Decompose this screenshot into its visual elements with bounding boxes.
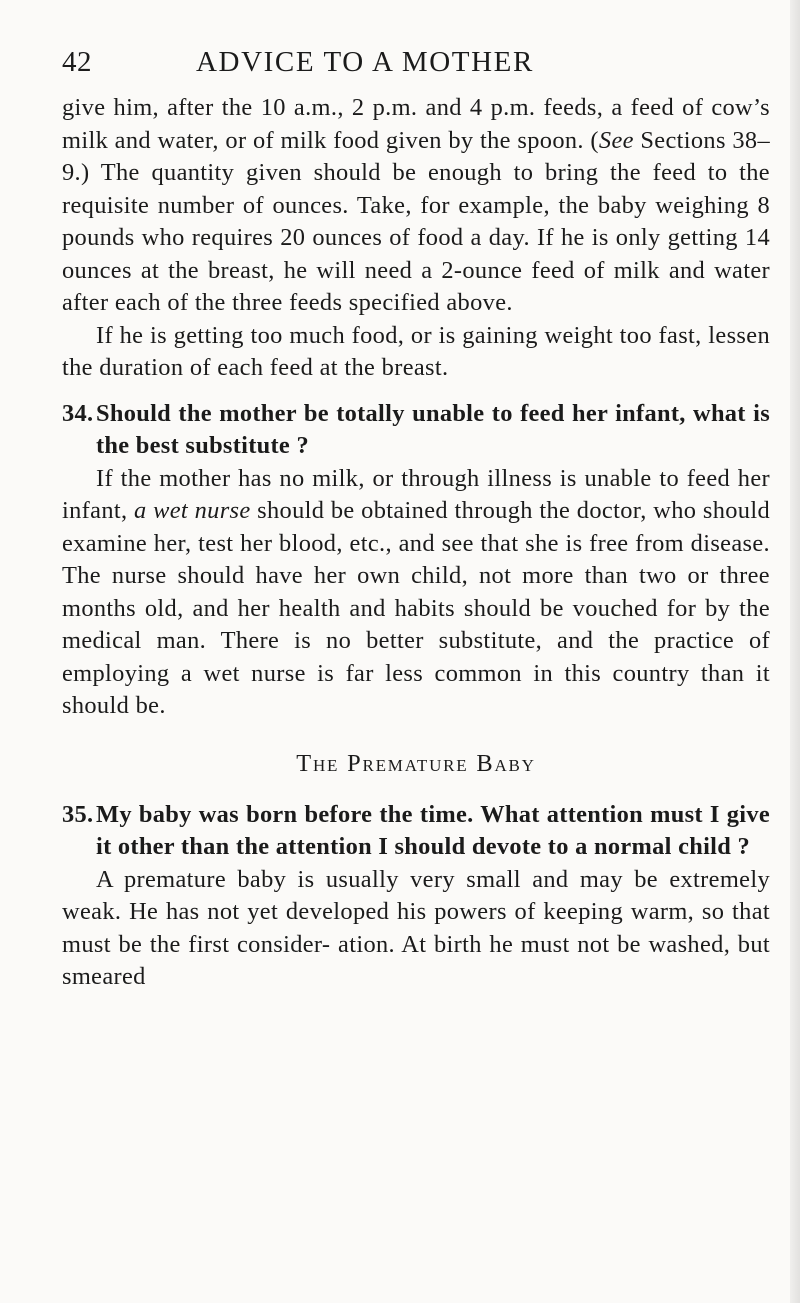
- section-35-number: 35.: [62, 800, 94, 828]
- italic-see: See: [598, 126, 634, 154]
- section-34-question-text: Should the mother be totally unable to feed her infant, what is the best substitute ?: [96, 399, 770, 459]
- page-number: 42: [62, 46, 92, 78]
- section-34-answer-end: should be obtained through the doctor, who should examine her, test her blood, etc., and see that she is free from disease. The nurse should have her own child, not more than two or three months old, and her health and habits should be vouched for by the medical man. There is no better substitute, and the practice of employing a wet nurse is far less common in this country than it should be.: [62, 497, 771, 719]
- section-34-number: 34.: [62, 399, 94, 427]
- paragraph-feeding-supplement: [62, 92, 770, 320]
- section-34-question: [62, 398, 770, 463]
- section-34-answer: [62, 463, 770, 723]
- paragraph-text-start: give him, after the 10 a.m., 2 p.m. and 4 p.m. feeds, a feed of cow’s milk and water, or of milk food given by the spoon. (: [62, 94, 770, 154]
- running-title: ADVICE TO A MOTHER: [196, 46, 534, 78]
- italic-wet-nurse: a wet nurse: [134, 497, 251, 524]
- page-body: [62, 92, 770, 994]
- paragraph-text-end: Sections 38–9.) The quantity given should be enough to bring the feed to the requisite number of ounces. Take, for example, the baby weighing 8 pounds who requires 20 ounces of food a day. If he is only getting 14 ounces at the breast, he will need a 2-ounce feed of milk and water after each of the three feeds specified above.: [62, 126, 770, 316]
- page-edge-shadow: [790, 0, 800, 1303]
- section-35-question: [62, 799, 770, 864]
- section-35-answer: A premature baby is usually very small and may be extremely weak. He has not yet developed his powers of keeping warm, so that must be the first consider- ation. At birth he must not be washed, but smeared: [62, 865, 770, 990]
- premature-baby-heading: The Premature Baby: [296, 749, 536, 777]
- paragraph-too-much-food: If he is getting too much food, or is gaining weight too fast, lessen the duration of each feed at the breast.: [62, 321, 770, 381]
- page-header: [62, 40, 762, 84]
- section-35-question-text: My baby was born before the time. What attention must I give it other than the attention I should devote to a normal child ?: [96, 800, 770, 860]
- section-34-answer-start: If the mother has no milk, or through illness is unable to feed her infant,: [62, 464, 770, 524]
